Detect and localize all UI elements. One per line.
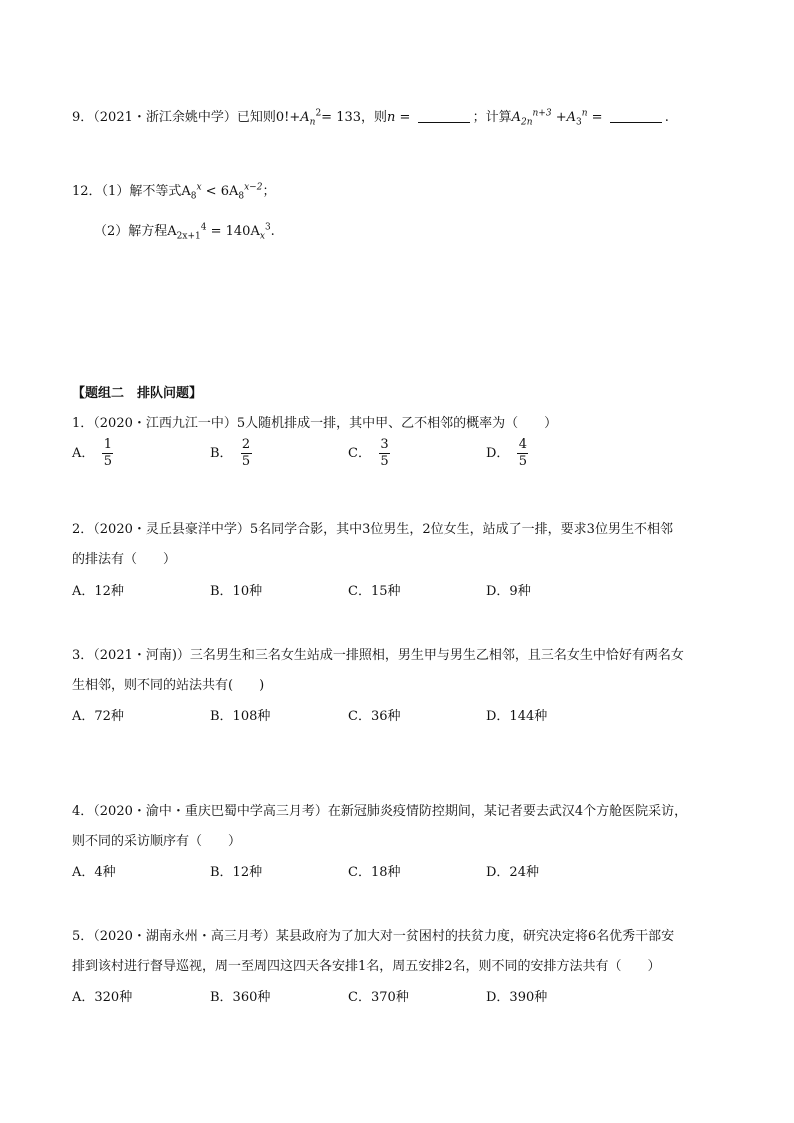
option-c[interactable]: C．18种 bbox=[348, 865, 401, 880]
section-title: 【题组二 排队问题】 bbox=[72, 386, 203, 401]
question-4-stem-line2: 则不同的采访顺序有（ ） bbox=[72, 834, 242, 849]
question-2-options bbox=[72, 580, 672, 620]
numerator: 1 bbox=[103, 437, 113, 452]
option-b[interactable]: B．12种 bbox=[210, 865, 263, 880]
fraction bbox=[102, 437, 113, 470]
question-5-stem-line2: 排到该村进行督导巡视，周一至周四这四天各安排1名，周五安排2名，则不同的安排方法共有（ ） bbox=[72, 959, 661, 974]
option-a[interactable]: A．12种 bbox=[72, 584, 124, 599]
q9-term1: 0!+ bbox=[275, 110, 301, 125]
q9-answer-blank-1[interactable] bbox=[418, 108, 470, 123]
q9-equals2: = bbox=[587, 110, 607, 125]
option-b[interactable]: B．108种 bbox=[210, 709, 271, 724]
option-c[interactable]: C．15种 bbox=[348, 584, 401, 599]
q12-eq-A2: A bbox=[250, 224, 260, 239]
option-a[interactable]: A．72种 bbox=[72, 709, 124, 724]
option-b[interactable]: B．10种 bbox=[210, 584, 263, 599]
numerator: 2 bbox=[241, 437, 251, 452]
q12-eq-sup1: 4 bbox=[200, 222, 207, 233]
q12-eq-op: = 140 bbox=[206, 224, 251, 239]
q9-A2-sup: n+3 bbox=[532, 108, 552, 119]
q9-answer-blank-2[interactable] bbox=[610, 108, 662, 123]
q9-A3-sub: 3 bbox=[576, 117, 582, 128]
denominator: 5 bbox=[241, 454, 251, 469]
q9-A-sup: 2 bbox=[315, 108, 322, 119]
option-d[interactable]: D．9种 bbox=[486, 584, 531, 599]
question-3-options bbox=[72, 705, 672, 745]
fraction bbox=[379, 437, 390, 470]
q9-n-var: n bbox=[387, 110, 396, 125]
q12-eq-sub1: 2x+1 bbox=[176, 231, 201, 242]
option-label: A． bbox=[72, 446, 95, 461]
numerator: 3 bbox=[380, 437, 389, 452]
option-c[interactable]: C．36种 bbox=[348, 709, 401, 724]
q12-eq-sub2: x bbox=[259, 231, 265, 242]
q12-eq-A1: A bbox=[167, 224, 177, 239]
question-9 bbox=[72, 106, 669, 128]
option-c[interactable]: C．370种 bbox=[348, 990, 409, 1005]
q9-A-sub: n bbox=[309, 117, 316, 128]
q9-mid: ；计算 bbox=[472, 110, 512, 125]
option-b[interactable] bbox=[210, 437, 252, 470]
q12-ineq-op: < 6 bbox=[201, 184, 229, 199]
q9-A3: A bbox=[566, 110, 576, 125]
question-5-stem-line1: 5．（2020・湖南永州・高三月考）某县政府为了加大对一贫困村的扶贫力度，研究决定将6名优秀干部安 bbox=[72, 929, 675, 944]
denominator: 5 bbox=[103, 454, 113, 469]
q12-label: 12．（1）解不等式 bbox=[72, 184, 182, 199]
q12-eq-end: . bbox=[270, 224, 275, 239]
question-1-options bbox=[72, 437, 672, 477]
q12-ineq-end: ； bbox=[262, 184, 276, 199]
q9-plus: + bbox=[551, 110, 567, 125]
q9-A2: A bbox=[511, 110, 521, 125]
option-label: D． bbox=[486, 446, 510, 461]
option-a[interactable] bbox=[72, 437, 113, 470]
q9-A3-sup: n bbox=[581, 108, 588, 119]
q12-ineq-sup1: x bbox=[196, 182, 202, 193]
fraction bbox=[517, 437, 528, 470]
option-d[interactable]: D．24种 bbox=[486, 865, 539, 880]
q9-A2-sub: 2n bbox=[520, 117, 533, 128]
q12-ineq-A1: A bbox=[181, 184, 191, 199]
question-12-part1 bbox=[72, 180, 275, 202]
option-d[interactable] bbox=[486, 437, 528, 470]
q12-eq-sup2: 3 bbox=[264, 222, 271, 233]
denominator: 5 bbox=[380, 454, 389, 469]
question-3-stem-line2: 生相邻，则不同的站法共有( ) bbox=[72, 678, 265, 693]
option-a[interactable]: A．4种 bbox=[72, 865, 116, 880]
q12-part2-label: （2）解方程 bbox=[94, 224, 168, 239]
question-4-options bbox=[72, 861, 672, 901]
q9-eq: = bbox=[395, 110, 415, 125]
denominator: 5 bbox=[518, 454, 528, 469]
q9-end: . bbox=[664, 110, 669, 125]
fraction bbox=[241, 437, 252, 470]
option-c[interactable] bbox=[348, 437, 390, 470]
q9-equals1: = 133，则 bbox=[321, 110, 388, 125]
option-b[interactable]: B．360种 bbox=[210, 990, 271, 1005]
question-4-stem-line1: 4．（2020・渝中・重庆巴蜀中学高三月考）在新冠肺炎疫情防控期间，某记者要去武汉4个方舱医院采访， bbox=[72, 804, 688, 819]
option-d[interactable]: D．390种 bbox=[486, 990, 548, 1005]
option-label: C． bbox=[348, 446, 371, 461]
q12-ineq-sup2: x−2 bbox=[244, 182, 263, 193]
q12-ineq-sub1: 8 bbox=[190, 191, 197, 202]
question-12-part2 bbox=[94, 220, 275, 242]
q12-ineq-A2: A bbox=[228, 184, 239, 199]
option-d[interactable]: D．144种 bbox=[486, 709, 548, 724]
question-2-stem-line2: 的排法有（ ） bbox=[72, 552, 177, 567]
option-a[interactable]: A．320种 bbox=[72, 990, 133, 1005]
q9-prefix: 9．（2021・浙江余姚中学）已知则 bbox=[72, 110, 276, 125]
numerator: 4 bbox=[518, 437, 528, 452]
question-5-options bbox=[72, 986, 672, 1026]
question-2-stem-line1: 2．（2020・灵丘县豪洋中学）5名同学合影，其中3位男生，2位女生，站成了一排，要求3位男生不相邻 bbox=[72, 522, 673, 537]
question-3-stem-line1: 3．（2021・河南)）三名男生和三名女生站成一排照相，男生甲与男生乙相邻，且三名女生中恰好有两名女 bbox=[72, 648, 684, 663]
question-1-stem: 1．（2020・江西九江一中）5人随机排成一排，其中甲、乙不相邻的概率为（ ） bbox=[72, 416, 558, 431]
q12-ineq-sub2: 8 bbox=[238, 191, 245, 202]
q9-A: A bbox=[300, 110, 310, 125]
option-label: B． bbox=[210, 446, 233, 461]
